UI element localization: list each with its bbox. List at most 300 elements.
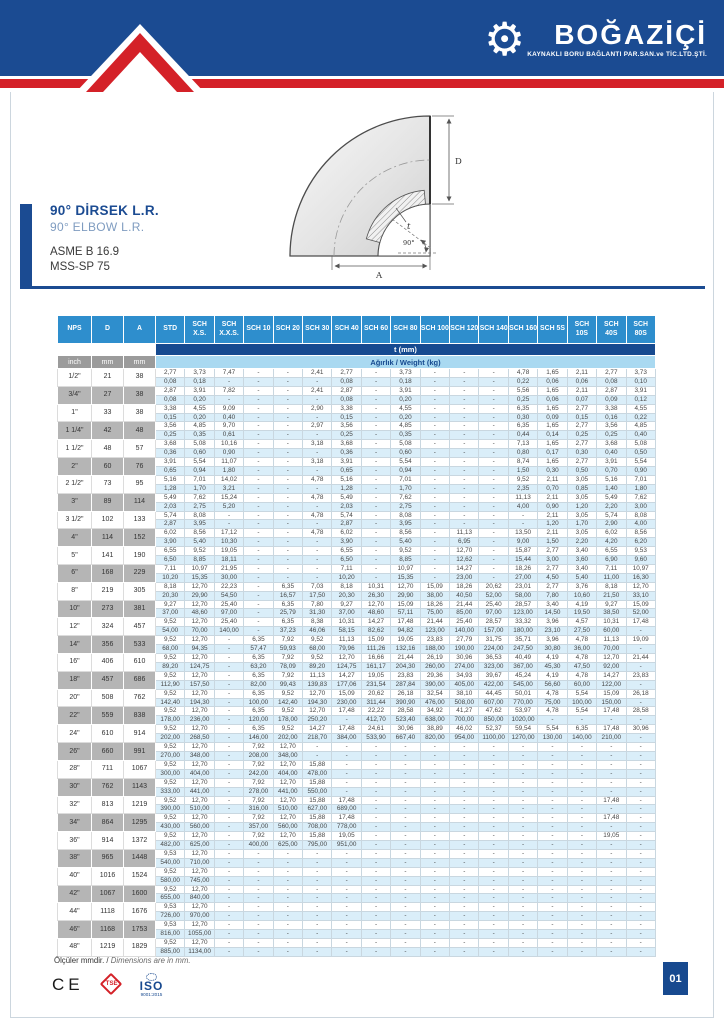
weight-value-cell: 26,30 [361, 591, 390, 600]
weight-value-cell: - [450, 858, 479, 867]
weight-value-cell: 11,00 [597, 573, 626, 582]
weight-value-cell: 0,25 [156, 431, 185, 440]
thickness-value-cell: - [450, 404, 479, 413]
thickness-value-cell: - [450, 511, 479, 520]
thickness-value-cell: 12,70 [626, 582, 655, 591]
thickness-value-cell: 25,40 [214, 600, 243, 609]
weight-value-cell: - [450, 930, 479, 939]
thickness-value-cell: 1,65 [538, 386, 567, 395]
weight-value-cell: 5,40 [567, 573, 596, 582]
weight-value-cell: - [244, 431, 273, 440]
nps-cell: 1 1/2" [58, 440, 92, 458]
a-cell: 95 [124, 475, 156, 493]
thickness-value-cell: 9,53 [626, 547, 655, 556]
table-row-t [58, 725, 656, 734]
weight-value-cell: - [420, 556, 449, 565]
thickness-value-cell: 9,52 [156, 671, 185, 680]
weight-value-cell: 0,18 [185, 377, 214, 386]
thickness-value-cell: 12,70 [185, 582, 214, 591]
thickness-value-cell: - [538, 939, 567, 948]
thickness-value-cell: 9,52 [185, 547, 214, 556]
weight-value-cell: 231,54 [361, 680, 390, 689]
table-row-t [58, 760, 656, 769]
thickness-value-cell: - [273, 867, 302, 876]
weight-value-cell: 0,20 [391, 395, 420, 404]
weight-value-cell: 0,25 [567, 431, 596, 440]
thickness-value-cell: 19,05 [214, 547, 243, 556]
thickness-value-cell: - [508, 849, 537, 858]
d-cell: 33 [92, 404, 124, 422]
company-name: BOĞAZİÇİ [554, 19, 708, 50]
weight-value-cell: 710,00 [185, 858, 214, 867]
weight-value-cell: 100,00 [567, 698, 596, 707]
thickness-value-cell: 21,44 [626, 654, 655, 663]
thickness-value-cell: 5,56 [508, 386, 537, 395]
thickness-value-cell: 5,74 [332, 511, 361, 520]
thickness-value-cell: - [361, 564, 390, 573]
weight-value-cell: 0,20 [185, 413, 214, 422]
thickness-value-cell: - [597, 903, 626, 912]
weight-value-cell: 1,20 [567, 502, 596, 511]
weight-value-cell: 38,50 [597, 609, 626, 618]
thickness-value-cell: 2,97 [303, 422, 332, 431]
thickness-value-cell: - [479, 760, 508, 769]
thickness-value-cell: - [303, 903, 332, 912]
thickness-value-cell: 9,52 [156, 707, 185, 716]
weight-value-cell: - [303, 431, 332, 440]
weight-value-cell: 4,20 [597, 538, 626, 547]
thickness-value-cell: - [332, 778, 361, 787]
thickness-value-cell: 5,74 [597, 511, 626, 520]
weight-value-cell: - [391, 823, 420, 832]
weight-value-cell: - [597, 841, 626, 850]
thickness-value-cell: 12,70 [185, 725, 214, 734]
thickness-value-cell: - [361, 440, 390, 449]
nps-cell: 40" [58, 867, 92, 885]
weight-value-cell: - [361, 805, 390, 814]
weight-value-cell: 476,00 [420, 698, 449, 707]
thickness-value-cell: 15,09 [391, 600, 420, 609]
thickness-value-cell: 26,18 [626, 689, 655, 698]
weight-value-cell: - [567, 751, 596, 760]
weight-value-cell: 1,50 [508, 466, 537, 475]
thickness-value-cell: 7,11 [597, 564, 626, 573]
weight-value-cell: 247,50 [508, 645, 537, 654]
weight-value-cell: - [597, 769, 626, 778]
thickness-value-cell: 7,03 [303, 582, 332, 591]
thickness-value-cell: - [626, 743, 655, 752]
weight-value-cell: 188,00 [420, 645, 449, 654]
thickness-value-cell: 32,54 [420, 689, 449, 698]
weight-value-cell: - [303, 930, 332, 939]
a-cell: 152 [124, 529, 156, 547]
thickness-value-cell: 12,70 [185, 760, 214, 769]
thickness-value-cell: - [361, 369, 390, 378]
weight-value-cell: - [420, 894, 449, 903]
weight-value-cell: - [273, 377, 302, 386]
weight-value-cell: - [567, 841, 596, 850]
thickness-value-cell: 12,70 [273, 743, 302, 752]
table-row-t [58, 939, 656, 948]
thickness-value-cell: - [508, 921, 537, 930]
weight-value-cell: - [303, 912, 332, 921]
thickness-value-cell: - [361, 422, 390, 431]
thickness-value-cell: 10,31 [597, 618, 626, 627]
weight-value-cell: - [303, 573, 332, 582]
thickness-value-cell: 17,48 [597, 707, 626, 716]
weight-value-cell: - [479, 413, 508, 422]
d-cell: 864 [92, 814, 124, 832]
weight-value-cell: 0,25 [508, 395, 537, 404]
weight-value-cell: - [626, 894, 655, 903]
weight-value-cell: - [538, 787, 567, 796]
thickness-value-cell: 9,27 [156, 600, 185, 609]
weight-value-cell: 25,79 [273, 609, 302, 618]
thickness-value-cell: 6,35 [508, 404, 537, 413]
thickness-value-cell: - [214, 707, 243, 716]
thickness-value-cell: 3,73 [391, 369, 420, 378]
weight-value-cell: - [450, 466, 479, 475]
table-row-t [58, 404, 656, 413]
table-row-t [58, 600, 656, 609]
d-cell: 914 [92, 832, 124, 850]
weight-value-cell: 29,90 [391, 591, 420, 600]
weight-value-cell: 390,00 [156, 805, 185, 814]
table-row-t [58, 493, 656, 502]
thickness-value-cell: 6,02 [332, 529, 361, 538]
nps-cell: 5" [58, 547, 92, 565]
weight-value-cell: 0,09 [538, 413, 567, 422]
thickness-value-cell: - [214, 867, 243, 876]
thickness-value-cell: - [361, 475, 390, 484]
weight-value-cell: 0,22 [626, 413, 655, 422]
thickness-value-cell: 12,70 [450, 547, 479, 556]
weight-value-cell: 0,12 [626, 395, 655, 404]
weight-value-cell: - [538, 769, 567, 778]
thickness-value-cell: - [244, 475, 273, 484]
weight-value-cell: 0,15 [332, 413, 361, 422]
weight-value-cell: 236,00 [185, 716, 214, 725]
table-row-t [58, 743, 656, 752]
weight-value-cell: - [626, 912, 655, 921]
angle-label: 90° [403, 239, 415, 247]
thickness-value-cell: 20,62 [361, 689, 390, 698]
weight-value-cell: 478,00 [303, 769, 332, 778]
weight-value-cell: 1,20 [538, 520, 567, 529]
weight-value-cell: - [332, 787, 361, 796]
weight-value-cell: 94,35 [185, 645, 214, 654]
weight-value-cell: - [626, 858, 655, 867]
nps-cell: 2 1/2" [58, 475, 92, 493]
weight-value-cell: 441,00 [185, 787, 214, 796]
thickness-value-cell: - [450, 386, 479, 395]
thickness-value-cell: - [508, 778, 537, 787]
thickness-value-cell: 12,70 [273, 832, 302, 841]
thickness-value-cell: 6,35 [244, 654, 273, 663]
weight-value-cell: 6,20 [626, 538, 655, 547]
weight-value-cell: - [567, 787, 596, 796]
thickness-value-cell: 20,62 [479, 582, 508, 591]
weight-value-cell: 1,70 [391, 484, 420, 493]
thickness-value-cell: - [626, 832, 655, 841]
nps-cell: 2" [58, 458, 92, 476]
d-cell: 356 [92, 636, 124, 654]
thickness-value-cell: - [244, 564, 273, 573]
thickness-value-cell: - [567, 832, 596, 841]
weight-value-cell: - [361, 769, 390, 778]
nps-cell: 20" [58, 689, 92, 707]
weight-value-cell: - [361, 947, 390, 956]
thickness-value-cell: 3,96 [538, 636, 567, 645]
weight-value-cell: 840,00 [185, 894, 214, 903]
d-cell: 48 [92, 440, 124, 458]
thickness-value-cell: - [214, 921, 243, 930]
thickness-value-cell: - [479, 564, 508, 573]
weight-value-cell: - [538, 894, 567, 903]
thickness-value-cell: 4,78 [567, 636, 596, 645]
thickness-value-cell: 38,89 [420, 725, 449, 734]
thickness-value-cell: 6,35 [244, 689, 273, 698]
weight-value-cell: - [273, 538, 302, 547]
weight-value-cell: 60,00 [567, 680, 596, 689]
thickness-value-cell: - [420, 778, 449, 787]
thickness-value-cell: 19,05 [597, 832, 626, 841]
thickness-value-cell: - [361, 849, 390, 858]
weight-value-cell: 82,00 [244, 680, 273, 689]
thickness-value-cell: 3,91 [332, 458, 361, 467]
thickness-value-cell: 5,16 [597, 475, 626, 484]
thickness-value-cell: - [361, 743, 390, 752]
thickness-value-cell: 10,31 [361, 582, 390, 591]
weight-value-cell: - [420, 751, 449, 760]
thickness-value-cell: - [479, 404, 508, 413]
page-number: 01 [663, 962, 688, 995]
thickness-value-cell: 2,87 [332, 386, 361, 395]
thickness-value-cell: - [361, 939, 390, 948]
weight-value-cell: 132,16 [391, 645, 420, 654]
d-cell: 60 [92, 458, 124, 476]
thickness-value-cell: - [450, 885, 479, 894]
thickness-value-cell: - [538, 867, 567, 876]
weight-value-cell: 1,70 [185, 484, 214, 493]
thickness-value-cell: 17,48 [332, 707, 361, 716]
weight-value-cell: 178,00 [156, 716, 185, 725]
thickness-value-cell: - [450, 493, 479, 502]
weight-value-cell: 523,40 [391, 716, 420, 725]
thickness-value-cell: 2,11 [538, 529, 567, 538]
thickness-value-cell: 23,01 [508, 582, 537, 591]
col-header-sch: SCH 120 [450, 316, 479, 344]
weight-value-cell: - [214, 894, 243, 903]
thickness-value-cell: 2,90 [303, 404, 332, 413]
weight-value-cell: 92,00 [597, 662, 626, 671]
weight-value-cell: - [244, 556, 273, 565]
spec-table-wrap [57, 315, 655, 957]
thickness-value-cell: 22,22 [361, 707, 390, 716]
thickness-value-cell: - [508, 743, 537, 752]
thickness-value-cell: 5,74 [156, 511, 185, 520]
weight-value-cell: - [420, 769, 449, 778]
weight-value-cell: - [508, 876, 537, 885]
weight-value-cell: - [420, 858, 449, 867]
tse-label: TSE [105, 981, 118, 987]
weight-value-cell: - [303, 858, 332, 867]
weight-value-cell: - [508, 769, 537, 778]
thickness-value-cell: - [361, 885, 390, 894]
thickness-value-cell: 12,70 [185, 903, 214, 912]
dimensions-table [57, 315, 656, 957]
weight-value-cell: 57,47 [244, 645, 273, 654]
weight-value-cell: - [479, 769, 508, 778]
thickness-value-cell: - [273, 849, 302, 858]
weight-value-cell: 689,00 [332, 805, 361, 814]
weight-value-cell: - [214, 787, 243, 796]
weight-value-cell: - [361, 413, 390, 422]
thickness-value-cell: - [332, 921, 361, 930]
weight-value-cell: 18,11 [214, 556, 243, 565]
thickness-value-cell: 15,09 [420, 582, 449, 591]
thickness-value-cell: 12,70 [185, 636, 214, 645]
thickness-value-cell: 12,70 [185, 600, 214, 609]
weight-value-cell: - [214, 716, 243, 725]
thickness-value-cell: - [538, 796, 567, 805]
a-cell: 381 [124, 600, 156, 618]
thickness-value-cell: 4,57 [567, 618, 596, 627]
thickness-value-cell: - [244, 386, 273, 395]
weight-value-cell: - [391, 841, 420, 850]
thickness-value-cell: 3,91 [156, 458, 185, 467]
thickness-value-cell: - [361, 760, 390, 769]
thickness-value-cell: - [479, 867, 508, 876]
thickness-value-cell: - [538, 903, 567, 912]
thickness-value-cell: - [420, 511, 449, 520]
weight-value-cell: - [538, 912, 567, 921]
weight-value-cell: - [361, 876, 390, 885]
weight-value-cell: 10,60 [567, 591, 596, 600]
thickness-value-cell: - [626, 796, 655, 805]
weight-value-cell: 10,20 [332, 573, 361, 582]
weight-value-cell: - [597, 823, 626, 832]
thickness-value-cell: 9,52 [273, 707, 302, 716]
thickness-value-cell: 7,92 [273, 636, 302, 645]
header-spacer [92, 344, 124, 356]
d-cell: 1067 [92, 885, 124, 903]
thickness-value-cell: 10,31 [332, 618, 361, 627]
thickness-value-cell: - [332, 849, 361, 858]
thickness-value-cell: 12,70 [185, 939, 214, 948]
thickness-value-cell: - [626, 760, 655, 769]
weight-value-cell: 94,82 [391, 627, 420, 636]
weight-value-cell: - [479, 484, 508, 493]
thickness-value-cell: - [508, 885, 537, 894]
thickness-value-cell: - [508, 867, 537, 876]
thickness-value-cell: - [214, 636, 243, 645]
thickness-value-cell: 2,11 [538, 475, 567, 484]
thickness-value-cell: - [361, 458, 390, 467]
thickness-value-cell: 15,09 [597, 689, 626, 698]
thickness-value-cell: - [567, 885, 596, 894]
thickness-value-cell: - [567, 778, 596, 787]
weight-value-cell: 10,20 [156, 573, 185, 582]
thickness-value-cell: 4,55 [185, 404, 214, 413]
weight-value-cell: 142,40 [273, 698, 302, 707]
thickness-value-cell: 19,05 [332, 832, 361, 841]
title-accent-bar [20, 204, 32, 289]
thickness-value-cell: - [626, 903, 655, 912]
thickness-value-cell: 9,52 [156, 760, 185, 769]
weight-value-cell: - [420, 377, 449, 386]
weight-value-cell: 68,00 [156, 645, 185, 654]
weight-value-cell: 441,00 [273, 787, 302, 796]
thickness-value-cell: 5,16 [156, 475, 185, 484]
weight-value-cell: 112,90 [156, 680, 185, 689]
thickness-value-cell: 21,95 [214, 564, 243, 573]
thickness-value-cell: 3,05 [567, 475, 596, 484]
thickness-value-cell: - [332, 939, 361, 948]
weight-value-cell: 0,50 [626, 449, 655, 458]
weight-value-cell: 0,06 [538, 395, 567, 404]
footnote-en: Dimensions are in mm. [110, 956, 191, 965]
weight-value-cell: 1100,00 [479, 734, 508, 743]
nps-cell: 6" [58, 564, 92, 582]
weight-value-cell: - [303, 377, 332, 386]
thickness-value-cell: - [273, 921, 302, 930]
thickness-value-cell: - [361, 547, 390, 556]
thickness-value-cell: 29,36 [420, 671, 449, 680]
weight-value-cell: 99,43 [273, 680, 302, 689]
thickness-value-cell: 6,35 [244, 707, 273, 716]
weight-value-cell: 0,94 [185, 466, 214, 475]
weight-value-cell: 2,03 [332, 502, 361, 511]
thickness-value-cell: - [567, 849, 596, 858]
a-cell: 533 [124, 636, 156, 654]
weight-value-cell: - [361, 538, 390, 547]
d-cell: 508 [92, 689, 124, 707]
thickness-value-cell: 9,52 [156, 814, 185, 823]
weight-value-cell: 89,20 [156, 662, 185, 671]
nps-cell: 1/2" [58, 369, 92, 387]
weight-value-cell: 12,62 [450, 556, 479, 565]
weight-value-cell: 140,00 [214, 627, 243, 636]
weight-value-cell: - [361, 894, 390, 903]
thickness-value-cell: 17,48 [391, 618, 420, 627]
weight-value-cell: - [420, 787, 449, 796]
d-cell: 660 [92, 743, 124, 761]
weight-value-cell: 146,00 [244, 734, 273, 743]
weight-value-cell: 30,00 [214, 573, 243, 582]
thickness-value-cell: - [538, 885, 567, 894]
thickness-value-cell: 8,56 [626, 529, 655, 538]
a-cell: 305 [124, 582, 156, 600]
weight-value-cell: 57,11 [391, 609, 420, 618]
weight-value-cell: 3,90 [156, 538, 185, 547]
thickness-value-cell: 3,38 [332, 404, 361, 413]
weight-value-cell: 580,00 [156, 876, 185, 885]
weight-value-cell: - [508, 930, 537, 939]
thickness-value-cell: 10,97 [626, 564, 655, 573]
thickness-value-cell: - [420, 369, 449, 378]
thickness-value-cell: - [597, 939, 626, 948]
thickness-value-cell: 39,67 [479, 671, 508, 680]
a-cell: 686 [124, 671, 156, 689]
thickness-value-cell: - [214, 796, 243, 805]
weight-value-cell: 0,60 [391, 449, 420, 458]
elbow-diagram [270, 98, 525, 293]
d-cell: 114 [92, 529, 124, 547]
weight-value-cell: - [538, 947, 567, 956]
thickness-value-cell: 8,08 [185, 511, 214, 520]
weight-value-cell: - [479, 841, 508, 850]
